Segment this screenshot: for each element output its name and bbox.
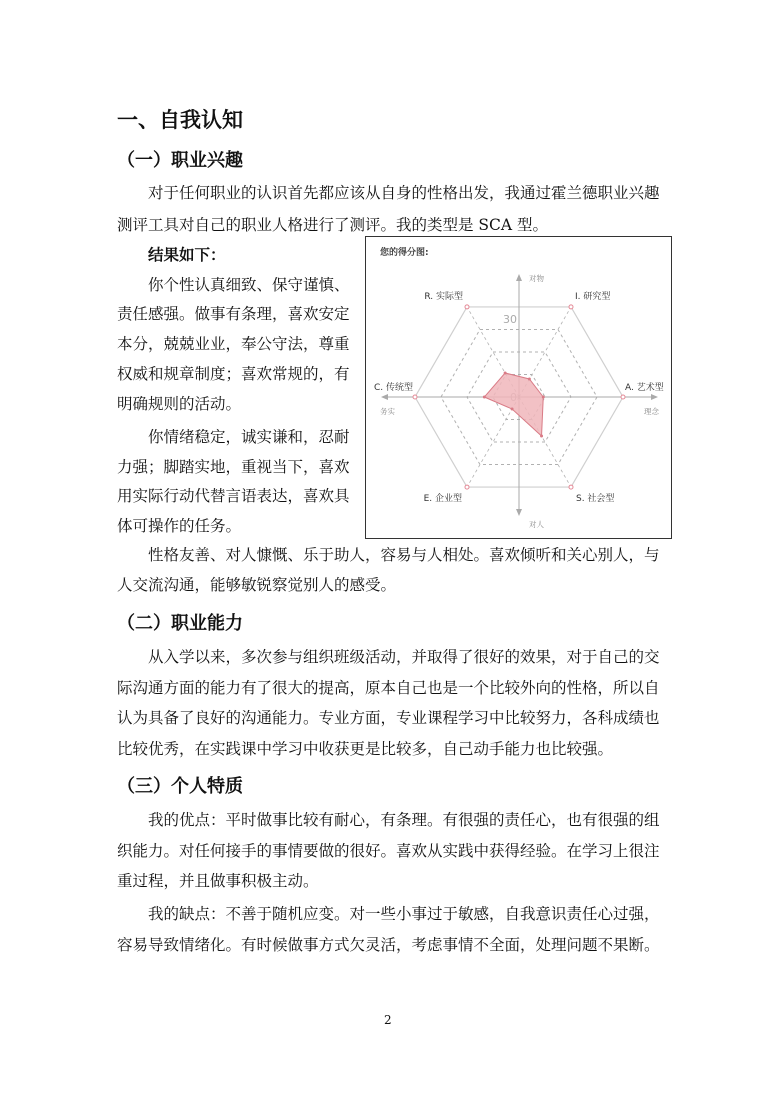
text-line: 权威和规章制度；喜欢常规的，有	[117, 365, 350, 383]
radar-svg	[366, 237, 671, 538]
text-line: 容易导致情绪化。有时候做事方式欠灵活，考虑事情不全面，处理问题不果断。	[117, 936, 660, 954]
score-point	[483, 396, 486, 399]
text-line: 力强；脚踏实地，重视当下，喜欢	[117, 458, 350, 476]
arrow-down-icon	[516, 509, 522, 516]
vertex-dot	[465, 305, 469, 309]
text-line: 测评工具对自己的职业人格进行了测评。我的类型是 SCA 型。	[117, 216, 549, 234]
axis-label-left: 务实	[380, 407, 395, 416]
category-label: C. 传统型	[373, 383, 413, 393]
chart-title: 您的得分图:	[380, 248, 429, 258]
arrow-left-icon	[381, 394, 388, 400]
axis-label-top: 对物	[529, 274, 544, 283]
vertex-dot	[569, 305, 573, 309]
text-line: 比较优秀，在实践课中学习中收获更是比较多，自己动手能力也比较强。	[117, 740, 614, 758]
text-line: 从入学以来，多次参与组织班级活动，并取得了很好的效果，对于自己的交	[148, 648, 660, 666]
page-number: 2	[384, 1013, 392, 1027]
score-area	[484, 373, 543, 436]
category-label: R. 实际型	[424, 291, 463, 302]
section-heading-self-awareness: 一、自我认知	[117, 108, 243, 132]
score-point	[540, 435, 543, 438]
holland-radar-chart	[365, 236, 672, 539]
text-line: 性格友善、对人慷慨、乐于助人，容易与人相处。喜欢倾听和关心别人，与	[148, 546, 660, 564]
text-line: 认为具备了良好的沟通能力。专业方面，专业课程学习中比较努力，各科成绩也	[117, 709, 660, 727]
text-line: 本分，兢兢业业，奉公守法，尊重	[117, 335, 350, 353]
subsection-title-traits: （三）个人特质	[117, 776, 243, 797]
result-label: 结果如下：	[148, 245, 226, 264]
category-label: I. 研究型	[575, 291, 611, 302]
vertex-dot	[413, 395, 417, 399]
vertex-dot	[465, 485, 469, 489]
axis-label-right: 理念	[644, 407, 659, 416]
text-line: 你情绪稳定，诚实谦和，忍耐	[148, 428, 350, 446]
score-point	[511, 408, 514, 411]
axis-label-bottom: 对人	[529, 520, 544, 529]
category-label: S. 社会型	[576, 494, 615, 505]
text-line: 你个性认真细致、保守谨慎、	[148, 276, 350, 294]
text-line: 用实际行动代替言语表达，喜欢具	[117, 487, 350, 505]
score-point	[504, 371, 507, 374]
text-line: 明确规则的活动。	[117, 395, 242, 413]
grid-spoke	[467, 397, 519, 487]
text-line: 体可操作的任务。	[117, 517, 242, 535]
vertex-dot	[621, 395, 625, 399]
text-line: 我的缺点：不善于随机应变。对一些小事过于敏感，自我意识责任心过强，	[148, 905, 660, 923]
text-line: 人交流沟通，能够敏锐察觉别人的感受。	[117, 576, 397, 594]
subsection-title-interest: （一）职业兴趣	[117, 150, 243, 171]
text-line: 际沟通方面的能力有了很大的提高，原本自己也是一个比较外向的性格，所以自	[117, 679, 660, 697]
text-line: 对于任何职业的认识首先都应该从自身的性格出发，我通过霍兰德职业兴趣	[148, 184, 660, 202]
tick-label: 30	[503, 313, 517, 326]
arrow-right-icon	[651, 394, 658, 400]
category-label: E. 企业型	[423, 494, 462, 505]
vertex-dot	[569, 485, 573, 489]
text-line: 织能力。对任何接手的事情要做的很好。喜欢从实践中获得经验。在学习上很注	[117, 842, 660, 860]
arrow-up-icon	[516, 274, 522, 281]
subsection-title-ability: （二）职业能力	[117, 613, 243, 634]
category-label: A. 艺术型	[625, 383, 664, 393]
text-line: 责任感强。做事有条理，喜欢安定	[117, 305, 350, 323]
text-line: 重过程，并且做事积极主动。	[117, 872, 319, 890]
score-point	[528, 377, 531, 380]
score-point	[542, 396, 545, 399]
text-line: 我的优点：平时做事比较有耐心，有条理。有很强的责任心，也有很强的组	[148, 811, 660, 829]
